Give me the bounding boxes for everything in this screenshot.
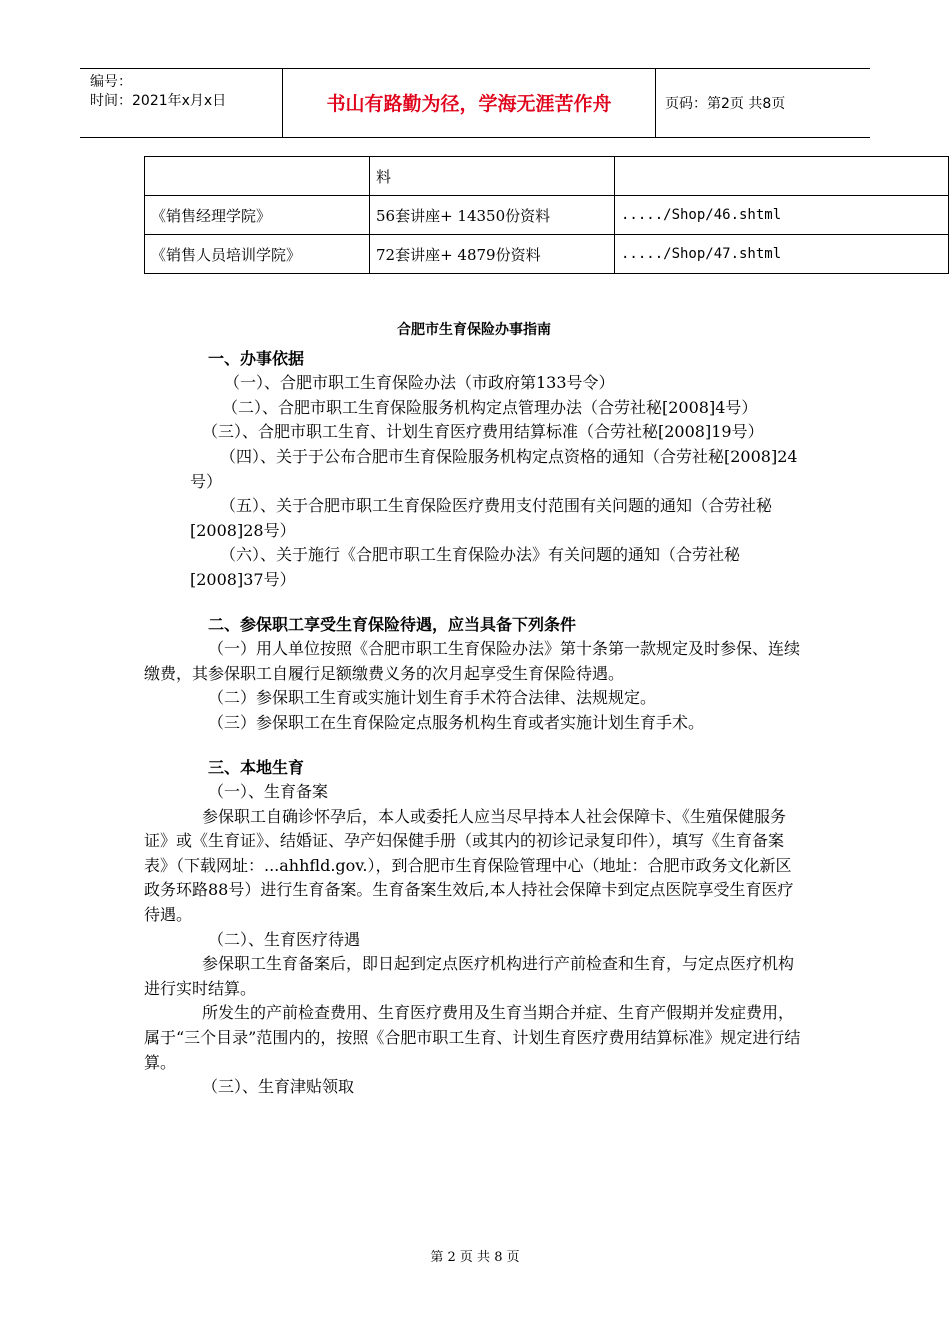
table-cell: 《销售人员培训学院》 [145, 235, 370, 274]
condition-item: （一）用人单位按照《合肥市职工生育保险办法》第十条第一款规定及时参保、连续缴费，其参保职工自履行足额缴费义务的次月起享受生育保险待遇。 [144, 639, 801, 683]
condition-item: （三）参保职工在生育保险定点服务机构生育或者实施计划生育手术。 [208, 712, 705, 732]
paragraph: 参保职工自确诊怀孕后，本人或委托人应当尽早持本人社会保障卡、《生殖保健服务证》或《生育证》、结婚证、孕产妇保健手册（或其内的初诊记录复印件），填写《生育备案表》（下载网址：...ahhfld.gov.），到合肥市生育保险管理中心（地址：合肥市政务文化新区政务环路88号）进行生育备案。生育备案生效后,本人持社会保障卡到定点医院享受生育医疗待遇。 [144, 806, 794, 925]
subheading: （一）、生育备案 [208, 782, 329, 802]
basis-item: （四）、关于于公布合肥市生育保险服务机构定点资格的通知（合劳社秘[2008]24号） [190, 446, 798, 491]
header-divider [655, 69, 656, 137]
basis-item: （六）、关于施行《合肥市职工生育保险办法》有关问题的通知（合劳社秘[2008]37号） [190, 545, 741, 589]
table-cell: ...../Shop/47.shtml [615, 235, 949, 274]
document-body [144, 318, 804, 1100]
date-label: 时间：2021年x月x日 [90, 93, 227, 109]
table-cell: ...../Shop/46.shtml [615, 196, 949, 235]
page-header [80, 68, 870, 138]
header-meta [90, 73, 226, 111]
table-cell: 料 [370, 157, 615, 196]
table-cell [145, 157, 370, 196]
table-cell: 72套讲座+ 4879份资料 [370, 235, 615, 274]
section-heading: 一、办事依据 [208, 348, 305, 368]
subheading: （三）、生育津贴领取 [202, 1077, 355, 1097]
document-title: 合肥市生育保险办事指南 [397, 322, 551, 338]
number-label: 编号： [90, 74, 132, 90]
basis-item: （五）、关于合肥市职工生育保险医疗费用支付范围有关问题的通知（合劳社秘[2008]28号） [190, 496, 773, 540]
condition-item: （二）参保职工生育或实施计划生育手术符合法律、法规规定。 [208, 688, 657, 708]
resource-table [144, 156, 949, 274]
page-footer: 第 2 页 共 8 页 [430, 1250, 520, 1265]
table-cell [615, 157, 949, 196]
basis-item: （三）、合肥市职工生育、计划生育医疗费用结算标准（合劳社秘[2008]19号） [202, 422, 764, 442]
table-row [145, 157, 949, 196]
section-heading: 二、参保职工享受生育保险待遇，应当具备下列条件 [208, 614, 577, 634]
section-heading: 三、本地生育 [208, 757, 305, 777]
paragraph: 所发生的产前检查费用、生育医疗费用及生育当期合并症、生育产假期并发症费用，属于“三个目录”范围内的，按照《合肥市职工生育、计划生育医疗费用结算标准》规定进行结算。 [144, 1003, 801, 1072]
table-cell: 56套讲座+ 14350份资料 [370, 196, 615, 235]
basis-item: （二）、合肥市职工生育保险服务机构定点管理办法（合劳社秘[2008]4号） [222, 397, 758, 417]
subheading: （二）、生育医疗待遇 [208, 929, 361, 949]
header-page-label: 页码：第2页 共8页 [665, 96, 786, 112]
table-row [145, 196, 949, 235]
paragraph: 参保职工生育备案后，即日起到定点医疗机构进行产前检查和生育，与定点医疗机构进行实时结算。 [144, 954, 795, 998]
table-cell: 《销售经理学院》 [145, 196, 370, 235]
header-motto: 书山有路勤为径，学海无涯苦作舟 [326, 93, 612, 115]
table-row [145, 235, 949, 274]
basis-item: （一）、合肥市职工生育保险办法（市政府第133号令） [224, 373, 615, 393]
